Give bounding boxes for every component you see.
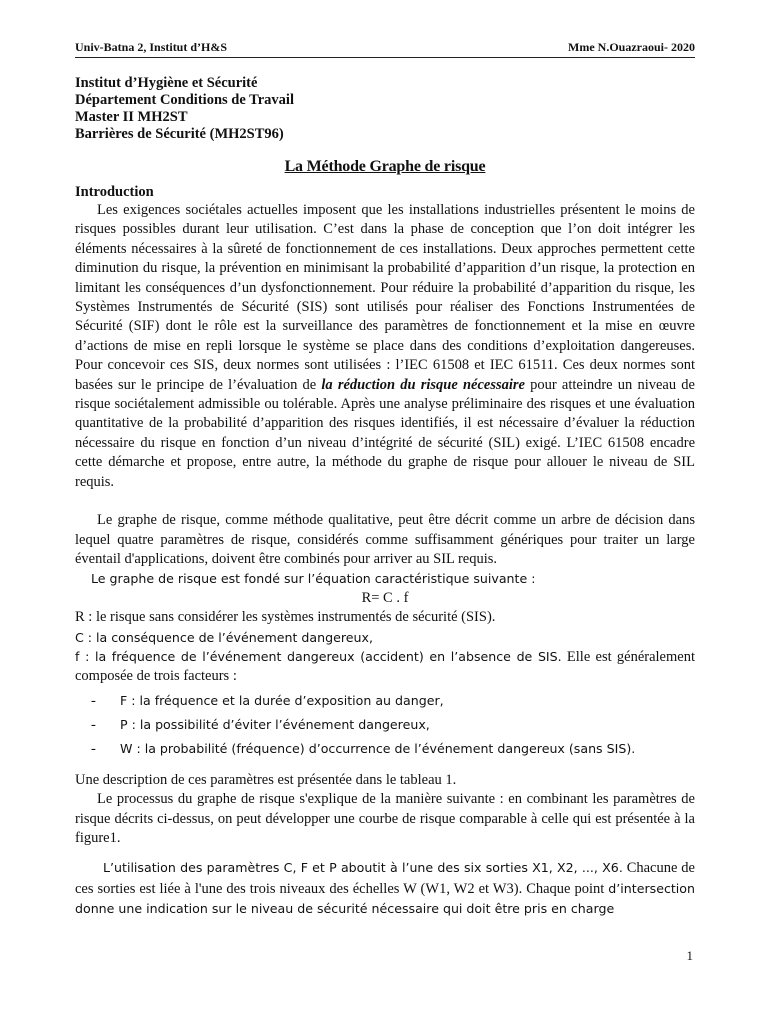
factor-w: W : la probabilité (fréquence) d’occurrence de l’événement dangereux (sans SIS). <box>120 740 636 756</box>
header-right: Mme N.Ouazraoui- 2020 <box>568 40 695 54</box>
affiliation-institute: Institut d’Hygiène et Sécurité <box>75 75 258 91</box>
intro-emphasis: la réduction du risque nécessaire <box>321 376 525 393</box>
definition-f-lead: f : la fréquence de l’événement dangereux (accident) en l’absence de SIS. <box>75 648 562 664</box>
factor-p: P : la possibilité d’éviter l’événement dangereux, <box>120 716 430 732</box>
page-header <box>75 40 695 58</box>
affiliation-department: Département Conditions de Travail <box>75 92 294 108</box>
process-paragraph: Le processus du graphe de risque s'explique de la manière suivante : en combinant les paramètres de risque décrits ci-dessus, on peut développer une courbe de risque comparable à celle qui est présentée à la figure1. <box>75 791 695 846</box>
affiliation-course: Barrières de Sécurité (MH2ST96) <box>75 126 284 142</box>
list-item <box>75 737 695 761</box>
risk-graph-paragraph: Le graphe de risque, comme méthode qualitative, peut être décrit comme un arbre de décision dans lequel quatre paramètres de risque, considérés comme suffisamment génériques pour traiter un large éventail d'applications, doivent être combinés pour arriver au SIL requis. <box>75 512 695 567</box>
definition-f-rest: Elle est généralement composée de trois facteurs : <box>75 648 695 685</box>
affiliation-master: Master II MH2ST <box>75 109 188 125</box>
equation: R= C . f <box>361 589 409 606</box>
header-left: Univ-Batna 2, Institut d’H&S <box>75 40 228 54</box>
outputs-mid: Chacune de ces sorties est liée à l'une des trois niveaux des échelles W (W1, W2 et W3). Chaque point <box>75 860 695 897</box>
outputs-paragraph <box>75 858 695 919</box>
list-item <box>75 689 695 713</box>
table-reference: Une description de ces paramètres est présentée dans le tableau 1. <box>75 771 457 788</box>
intro-text-after: pour atteindre un niveau de risque sociétalement admissible ou tolérable. Après une analyse préliminaire des risques et une évaluation quantitative de la probabilité d’apparition des risques identifiés, il est nécessaire d’évaluer la réduction nécessaire du risque en fonction d’un niveau d’intégrité de sécurité (SIL) exigé. L’IEC 61508 encadre cette démarche et propose, entre autre, la méthode du graphe de risque pour allouer le niveau de SIL requis. <box>75 376 695 490</box>
list-dash: - <box>91 692 96 709</box>
definition-r: R : le risque sans considérer les systèmes instrumentés de sécurité (SIS). <box>75 609 496 626</box>
section-heading: Introduction <box>75 184 154 200</box>
outputs-lead: L’utilisation des paramètres C, F et P aboutit à l’une des six sorties X1, X2, ..., X6. <box>103 860 623 876</box>
outputs-tail: d’intersection donne une indication sur le niveau de sécurité nécessaire qui doit être pris en charge <box>75 880 695 917</box>
intro-paragraph <box>75 201 695 492</box>
list-dash: - <box>91 716 96 733</box>
document-title: La Méthode Graphe de risque <box>284 158 486 175</box>
factor-f: F : la fréquence et la durée d’exposition au danger, <box>120 692 444 708</box>
document-page <box>75 40 695 920</box>
intro-text-before: Les exigences sociétales actuelles imposent que les installations industrielles présentent le moins de risques possibles durant leur utilisation. C’est dans la phase de conception que l’on doit intégrer les éléments nécessaires à la sûreté de fonctionnement de ces installations. Deux approches permettent cette diminution du risque, la prévention en minimisant la probabilité d’apparition d’un risque, la protection en limitant les conséquences d’un dysfonctionnement. Pour réduire la probabilité d’apparition du risque, les Systèmes Instrumentés de Sécurité (SIS) sont utilisés pour réaliser des Fonctions Instrumentées de Sécurité (SIF) dont le rôle est la surveillance des paramètres de fonctionnement et la mise en œuvre d’actions de mise en repli lorsque le système se place dans des conditions d’exploitation dangereuses. Pour concevoir ces SIS, deux normes sont utilisées : l’IEC 61508 et IEC 61511. Ces deux normes sont basées sur le principe de l’évaluation de <box>75 202 695 393</box>
definition-f <box>75 647 695 687</box>
equation-intro: Le graphe de risque est fondé sur l’équation caractéristique suivante : <box>91 571 536 587</box>
affiliation-block <box>75 75 695 143</box>
definition-c: C : la conséquence de l’événement dangereux, <box>75 629 373 645</box>
factor-list <box>75 689 695 761</box>
list-dash: - <box>91 740 96 757</box>
page-number: 1 <box>686 948 693 963</box>
list-item <box>75 713 695 737</box>
